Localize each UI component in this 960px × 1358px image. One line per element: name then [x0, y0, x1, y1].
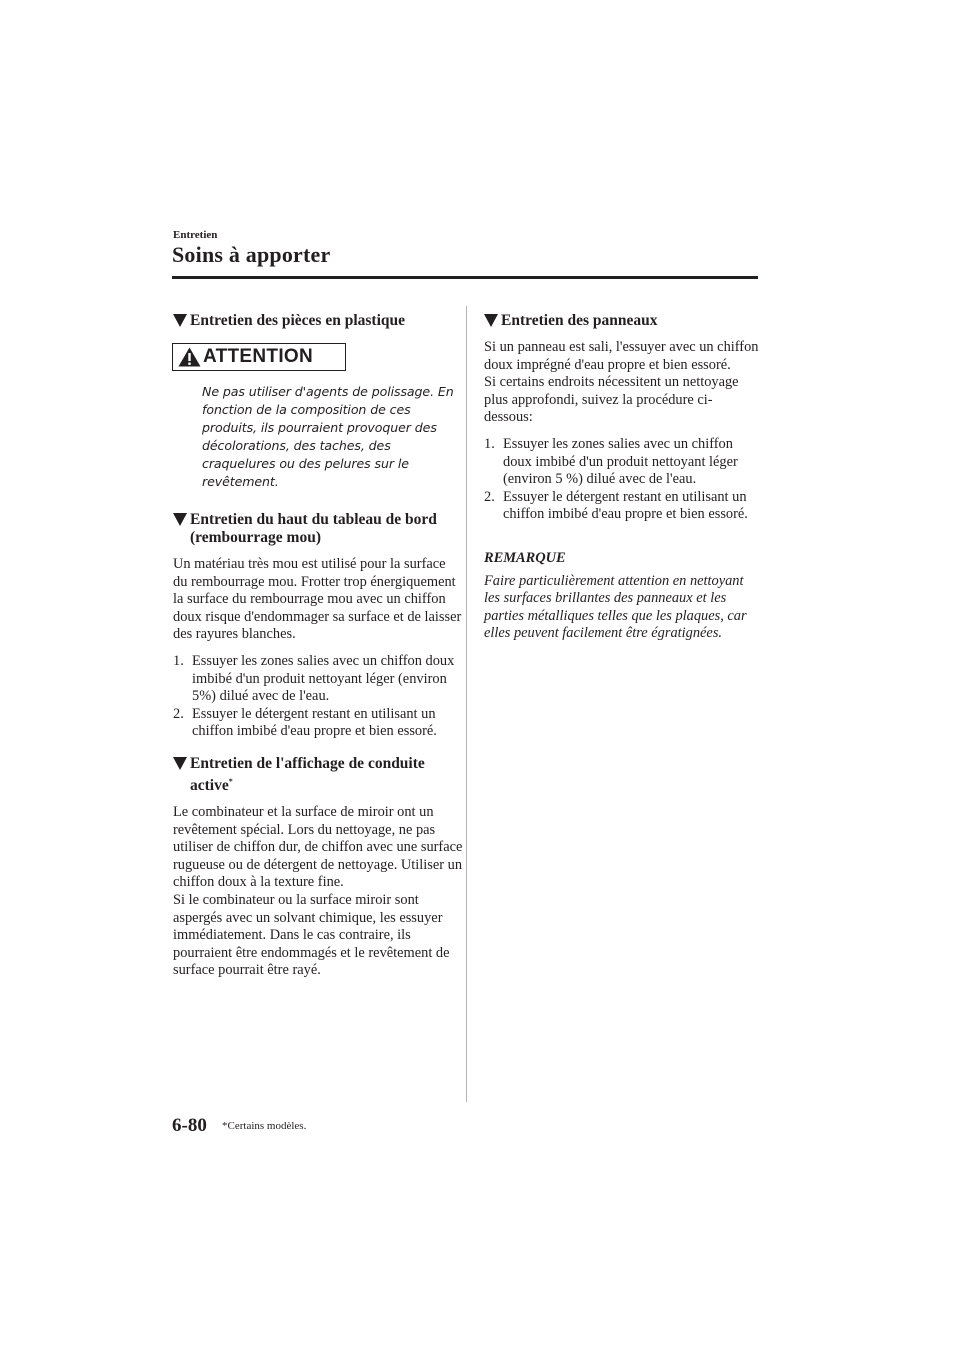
asterisk-mark: * [228, 776, 233, 786]
page-title: Soins à apporter [172, 242, 331, 267]
section-label: Entretien [173, 229, 218, 241]
right-column [484, 312, 760, 643]
display-heading-text: Entretien de l'affichage de conduite active [190, 754, 425, 795]
panels-paragraph-2: Si certains endroits nécessitent un nettoyage plus approfondi, suivez la procédure ci-dessous: [484, 374, 739, 426]
plastic-heading: Entretien des pièces en plastique [173, 312, 463, 330]
panels-paragraph-1: Si un panneau est sali, l'essuyer avec un chiffon doux imprégné d'eau propre et bien essoré. [484, 339, 759, 373]
list-item: 1. Essuyer les zones salies avec un chiffon doux imbibé d'un produit nettoyant léger (environ 5 %) dilué avec de l'eau. [484, 435, 738, 488]
footnote: *Certains modèles. [222, 1120, 307, 1132]
warning-icon [178, 347, 201, 373]
triangle-bullet-icon [173, 312, 190, 330]
dashboard-steps [173, 653, 463, 741]
list-item: 2. Essuyer le détergent restant en utilisant un chiffon imbibé d'eau propre et bien essoré. [173, 705, 437, 740]
panels-steps [484, 436, 760, 524]
list-item: 1. Essuyer les zones salies avec un chiffon doux imbibé d'un produit nettoyant léger (environ 5%) dilué avec de l'eau. [173, 652, 455, 705]
title-rule [172, 276, 758, 279]
display-paragraph-1: Le combinateur et la surface de miroir ont un revêtement spécial. Lors du nettoyage, ne pas utiliser de chiffon dur, de chiffon avec une surface rugueuse ou de détergent de nettoyage. Utiliser un chiffon doux à la texture fine. [173, 804, 463, 891]
triangle-bullet-icon [173, 755, 190, 795]
column-divider [466, 306, 467, 1102]
display-paragraph-2: Si le combinateur ou la surface miroir sont aspergés avec un solvant chimique, les essuyer immédiatement. Dans le cas contraire, ils pourraient être endommagés et le revêtement de surface pourrait être rayé. [173, 892, 450, 979]
triangle-bullet-icon [484, 312, 501, 330]
panels-heading: Entretien des panneaux [484, 312, 760, 330]
display-heading [173, 755, 463, 795]
attention-text: Ne pas utiliser d'agents de polissage. En fonction de la composition de ces produits, ils pourraient provoquer des décolorations, des taches, des craquelures ou des pelures sur le revêtement. [202, 384, 454, 489]
dashboard-heading: Entretien du haut du tableau de bord (rembourrage mou) [173, 511, 463, 547]
remark-title: REMARQUE [484, 549, 566, 566]
triangle-bullet-icon [173, 511, 190, 547]
remark-text: Faire particulièrement attention en nettoyant les surfaces brillantes des panneaux et les parties métalliques telles que les plaques, car elles peuvent facilement être égratignées. [484, 572, 747, 642]
page-number: 6-80 [172, 1115, 207, 1136]
dashboard-paragraph: Un matériau très mou est utilisé pour la surface du rembourrage mou. Frotter trop énergiquement la surface du rembourrage mou avec un chiffon doux risque d'endommager sa surface et de laisser des rayures blanches. [173, 556, 462, 643]
attention-box [172, 343, 346, 371]
left-column [173, 312, 463, 980]
attention-label: ATTENTION [203, 346, 314, 367]
list-item: 2. Essuyer le détergent restant en utilisant un chiffon imbibé d'eau propre et bien essoré. [484, 488, 748, 523]
